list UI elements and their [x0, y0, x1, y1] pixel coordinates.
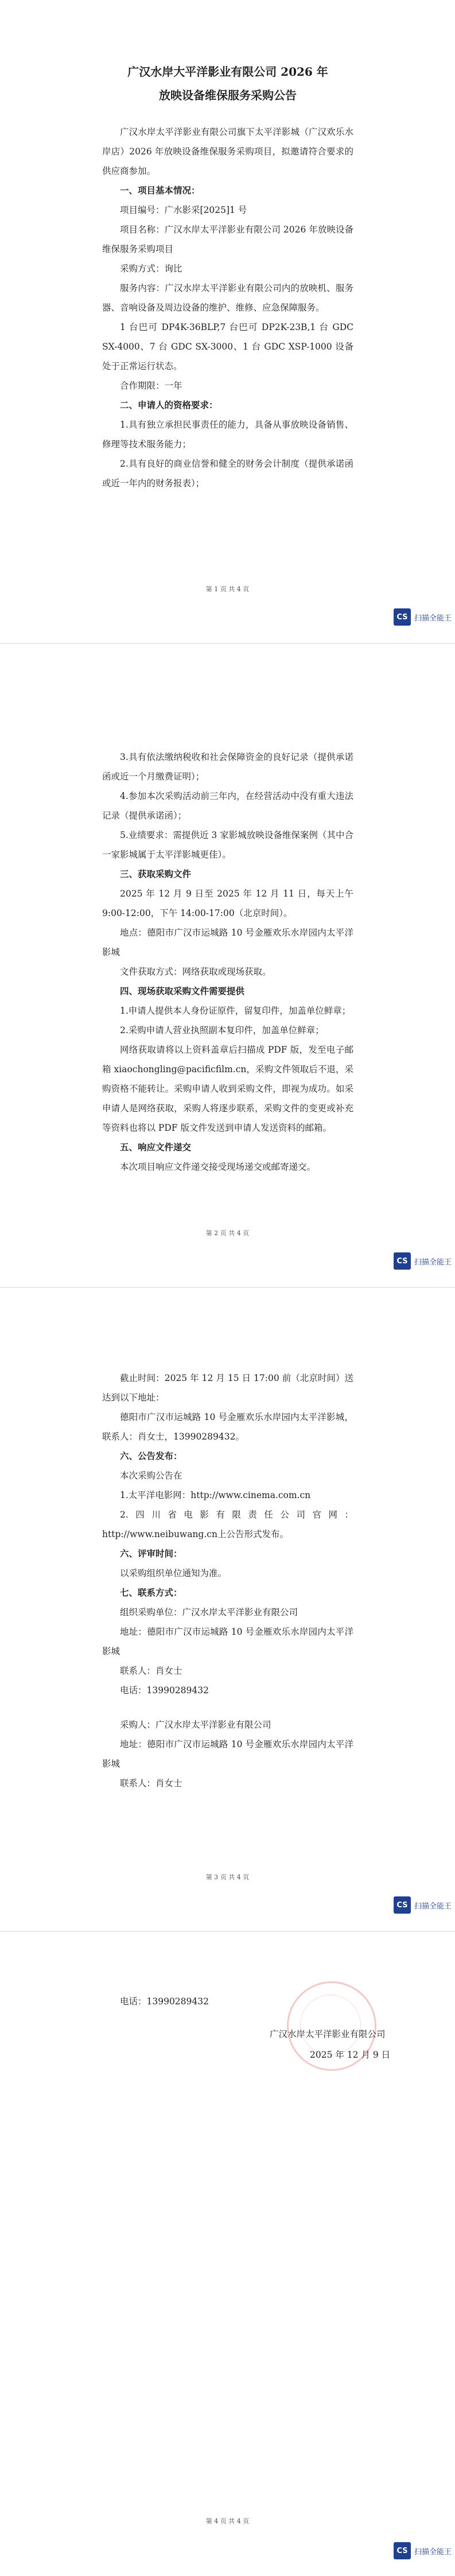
page-footer: 第 1 页 共 4 页 — [205, 585, 250, 593]
submission-method: 本次项目响应文件递交接受现场递交或邮寄递交。 — [120, 1162, 316, 1172]
requirement-2: 2.具有良好的商业信誉和健全的财务会计制度（提供承诺函或近一年内的财务报表）； — [102, 459, 353, 488]
review-time-heading: 六、评审时间： — [120, 1548, 182, 1559]
signing-company: 广汉水岸太平洋影业有限公司 — [270, 2029, 386, 2039]
project-number: 项目编号：广水影采[2025]1 号 — [120, 205, 247, 215]
scanner-label: 扫描全能王 — [414, 614, 452, 623]
intro-paragraph: 广汉水岸太平洋影业有限公司旗下太平洋影城（广汉欢乐水岸店）2026 年放映设备维保服务采购项目，拟邀请符合要求的供应商参加。 — [102, 127, 353, 176]
submission-deadline: 截止时间：2025 年 12 月 15 日 17:00 前（北京时间）送达到以下地址： — [102, 1373, 353, 1403]
submission-address: 德阳市广汉市运城路 10 号金雁欢乐水岸园内太平洋影城，联系人：肖女士，13990289432。 — [102, 1412, 353, 1442]
section-6-heading: 六、公告发布： — [120, 1450, 182, 1461]
page-footer: 第 3 页 共 4 页 — [205, 1873, 250, 1881]
scanner-logo-icon: CS — [394, 1252, 411, 1270]
acquisition-method: 文件获取方式：网络获取或现场获取。 — [120, 967, 271, 977]
page-footer: 第 2 页 共 4 页 — [205, 1229, 250, 1237]
document-page-3 — [0, 1288, 455, 1931]
scanner-label: 扫描全能王 — [414, 1902, 452, 1911]
section-5-heading: 五、响应文件递交 — [120, 1142, 192, 1153]
document-page-2 — [0, 644, 455, 1287]
organizer-name: 组织采购单位：广汉水岸太平洋影业有限公司 — [120, 1607, 298, 1617]
requirement-3: 3.具有依法缴纳税收和社会保障资金的良好记录（提供承诺函或近一个月缴费证明）； — [102, 752, 353, 782]
page-footer: 第 4 页 共 4 页 — [205, 2517, 250, 2525]
online-instructions: 网络获取请将以上资料盖章后扫描成 PDF 版，发至电子邮箱 xiaochongling@pacificfilm.cn，采购文件领取后不退，采购资格不能转让。采购申请人收到采购文件，即视为成功。如采申请人是网络获取，采购人将逐步联系，采购文件的变更或补充等资料也将以 PDF 版文件发送到申请人发送资料的邮箱。 — [102, 1045, 353, 1133]
page2-body — [102, 747, 353, 1177]
scanner-logo-icon: CS — [394, 608, 411, 626]
buyer-name: 采购人：广汉水岸太平洋影业有限公司 — [120, 1720, 271, 1730]
buyer-address: 地址：德阳市广汉市运城路 10 号金雁欢乐水岸园内太平洋影城 — [102, 1739, 353, 1769]
page3-body — [102, 1368, 353, 1793]
section-4-heading: 四、现场获取采购文件需要提供 — [120, 986, 245, 996]
closing-phone: 电话：13990289432 — [120, 1996, 209, 2007]
equipment-list: 1 台巴可 DP4K-36BLP,7 台巴可 DP2K-23B,1 台 GDC SX-4000、7 台 GDC SX-3000、1 台 GDC XSP-1000 设备处于正常运行状态。 — [102, 322, 353, 371]
scan-badge — [394, 1250, 452, 1273]
document-page-1 — [0, 0, 455, 643]
scanner-logo-icon: CS — [394, 1896, 411, 1914]
document-title-line-1: 广汉水岸大平洋影业有限公司 2026 年 — [127, 65, 328, 79]
scan-badge — [394, 606, 452, 629]
organizer-phone: 电话：13990289432 — [120, 1685, 209, 1696]
requirement-4: 4.参加本次采购活动前三年内，在经营活动中没有重大违法记录（提供承诺函）； — [102, 791, 353, 821]
document-item-2: 2.采购申请人营业执照副本复印件，加盖单位鲜章； — [120, 1025, 324, 1035]
scanner-logo-icon: CS — [394, 2542, 411, 2559]
scanner-label: 扫描全能王 — [414, 1258, 452, 1267]
acquisition-place: 地点：德阳市广汉市运城路 10 号金雁欢乐水岸园内太平洋影城 — [102, 928, 353, 957]
scan-badge — [394, 2539, 452, 2562]
acquisition-time: 2025 年 12 月 9 日至 2025 年 12 月 11 日，每天上午 9:00-12:00，下午 14:00-17:00（北京时间）。 — [102, 889, 353, 918]
document-title-line-2: 放映设备维保服务采购公告 — [159, 88, 297, 102]
scan-badge — [394, 1894, 452, 1917]
procurement-method: 采购方式：询比 — [120, 263, 182, 274]
organizer-contact: 联系人：肖女士 — [120, 1666, 182, 1676]
section-1-heading: 一、项目基本情况： — [120, 185, 200, 196]
cooperation-period: 合作期限：一年 — [120, 381, 182, 391]
review-time: 以采购组织单位通知为准。 — [120, 1568, 227, 1578]
media-2: 2.四川省电影有限责任公司官网：http://www.neibuwang.cn上公告形式发布。 — [102, 1510, 353, 1539]
project-name: 项目名称：广汉水岸太平洋影业有限公司 2026 年放映设备维保服务采购项目 — [102, 224, 353, 254]
scanner-label: 扫描全能王 — [414, 2547, 452, 2556]
section-7-heading: 七、联系方式： — [120, 1587, 182, 1598]
signature-block — [270, 2024, 413, 2065]
document-page-4 — [0, 1932, 455, 2576]
page1-body — [102, 122, 353, 493]
requirement-1: 1.具有独立承担民事责任的能力，具备从事放映设备销售、修理等技术服务能力； — [102, 420, 353, 449]
signing-date: 2025 年 12 月 9 日 — [310, 2050, 391, 2060]
document-item-1: 1.申请人提供本人身份证原件，留复印件，加盖单位鲜章； — [120, 1006, 351, 1016]
service-scope: 服务内容：广汉水岸太平洋影业有限公司内的放映机、服务器、音响设备及周边设备的维护、维修、应急保障服务。 — [102, 283, 353, 313]
buyer-contact: 联系人：肖女士 — [120, 1778, 182, 1789]
media-intro: 本次采购公告在 — [120, 1471, 182, 1481]
section-2-heading: 二、申请人的资格要求： — [120, 399, 218, 410]
requirement-5: 5.业绩要求：需提供近 3 家影城放映设备维保案例（其中合一家影城属于太平洋影城更佳）。 — [102, 830, 353, 860]
media-1: 1.太平洋电影网：http://www.cinema.com.cn — [120, 1490, 311, 1500]
organizer-address: 地址：德阳市广汉市运城路 10 号金雁欢乐水岸园内太平洋影城 — [102, 1627, 353, 1656]
section-3-heading: 三、获取采购文件 — [120, 868, 192, 879]
